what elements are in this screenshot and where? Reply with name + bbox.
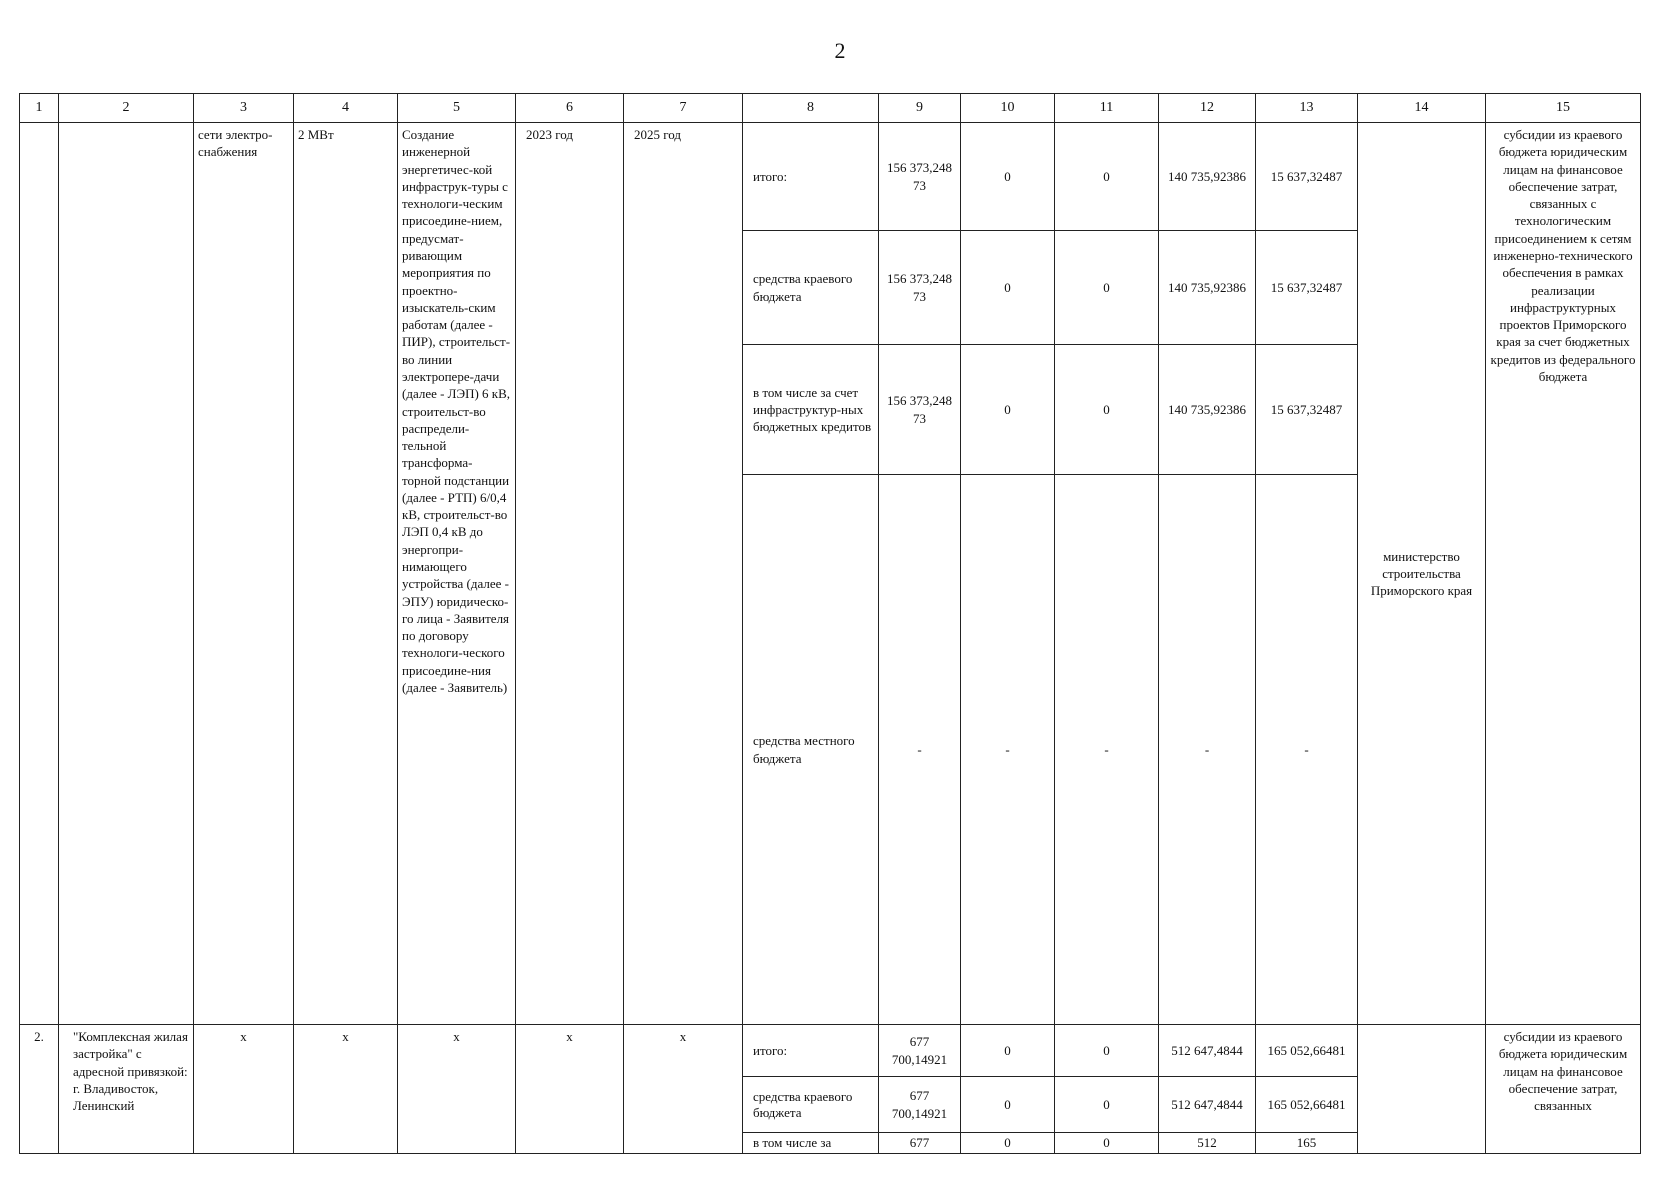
- row1-value-col13: -: [1256, 475, 1358, 1025]
- row2-value-col11: 0: [1055, 1077, 1159, 1133]
- header-cell-7: 7: [624, 94, 743, 123]
- row1-value-col13: 15 637,32487: [1256, 345, 1358, 475]
- row2-col6-mark: x: [516, 1025, 624, 1154]
- row2-value-col12: 512: [1159, 1133, 1256, 1154]
- row2-source-label: в том числе за: [743, 1133, 879, 1154]
- row1-value-col10: 0: [961, 123, 1055, 231]
- header-cell-13: 13: [1256, 94, 1358, 123]
- row2-value-col11: 0: [1055, 1025, 1159, 1077]
- row1-value-col11: -: [1055, 475, 1159, 1025]
- row1-source-label: средства краевого бюджета: [743, 231, 879, 345]
- row2-value-col9: 677: [879, 1133, 961, 1154]
- row1-source-label: средства местного бюджета: [743, 475, 879, 1025]
- row1-object-type: сети электро-снабжения: [194, 123, 294, 1025]
- header-cell-15: 15: [1486, 94, 1641, 123]
- program-table: [19, 93, 1641, 1154]
- row1-source-label: в том числе за счет инфраструктур-ных бюджетных кредитов: [743, 345, 879, 475]
- row2-source-label: средства краевого бюджета: [743, 1077, 879, 1133]
- row2-value-col11: 0: [1055, 1133, 1159, 1154]
- row2-col4-mark: x: [294, 1025, 398, 1154]
- row2-name: "Комплексная жилая застройка" с адресной привязкой: г. Владивосток, Ленинский: [59, 1025, 194, 1154]
- row1-value-col12: 140 735,92386: [1159, 345, 1256, 475]
- row1-value-col11: 0: [1055, 231, 1159, 345]
- header-cell-11: 11: [1055, 94, 1159, 123]
- row2-value-col9: 677 700,14921: [879, 1077, 961, 1133]
- row1-value-col11: 0: [1055, 123, 1159, 231]
- row2-value-col12: 512 647,4844: [1159, 1077, 1256, 1133]
- row2-value-col10: 0: [961, 1077, 1055, 1133]
- row1-responsible: министерство строительства Приморского края: [1358, 123, 1486, 1025]
- row1-start-year: 2023 год: [516, 123, 624, 1025]
- header-cell-3: 3: [194, 94, 294, 123]
- row2-value-col10: 0: [961, 1133, 1055, 1154]
- row1-value-col10: 0: [961, 345, 1055, 475]
- row1-name-cell: [59, 123, 194, 1025]
- row1-value-col12: -: [1159, 475, 1256, 1025]
- row2-col3-mark: x: [194, 1025, 294, 1154]
- row1-source-label: итого:: [743, 123, 879, 231]
- row1-value-col11: 0: [1055, 345, 1159, 475]
- row2-funding-purpose: субсидии из краевого бюджета юридическим лицам на финансовое обеспечение затрат, связанных: [1486, 1025, 1641, 1154]
- table-row: [20, 123, 1641, 231]
- row2-value-col9: 677 700,14921: [879, 1025, 961, 1077]
- row2-col7-mark: x: [624, 1025, 743, 1154]
- row1-end-year: 2025 год: [624, 123, 743, 1025]
- row1-value-col10: -: [961, 475, 1055, 1025]
- row1-value-col13: 15 637,32487: [1256, 123, 1358, 231]
- row2-value-col13: 165: [1256, 1133, 1358, 1154]
- header-cell-9: 9: [879, 94, 961, 123]
- row2-value-col13: 165 052,66481: [1256, 1077, 1358, 1133]
- header-cell-6: 6: [516, 94, 624, 123]
- header-cell-14: 14: [1358, 94, 1486, 123]
- row1-capacity: 2 МВт: [294, 123, 398, 1025]
- header-cell-2: 2: [59, 94, 194, 123]
- row1-number-cell: [20, 123, 59, 1025]
- header-cell-4: 4: [294, 94, 398, 123]
- row1-value-col9: -: [879, 475, 961, 1025]
- header-cell-8: 8: [743, 94, 879, 123]
- row1-value-col9: 156 373,248 73: [879, 231, 961, 345]
- table-row: [20, 1025, 1641, 1077]
- row1-value-col10: 0: [961, 231, 1055, 345]
- row2-source-label: итого:: [743, 1025, 879, 1077]
- row1-value-col9: 156 373,248 73: [879, 123, 961, 231]
- row2-number: 2.: [20, 1025, 59, 1154]
- row2-value-col12: 512 647,4844: [1159, 1025, 1256, 1077]
- row1-description: Создание инженерной энергетичес-кой инфраструк-туры с технологи-ческим присоедине-нием, предусмат-ривающим мероприятия по проектно-изыскатель-ским работам (далее - ПИР), строительст-во линии электропере-дачи (далее - ЛЭП) 6 кВ, строительст-во распредели-тельной трансформа-торной подстанции (далее - РТП) 6/0,4 кВ, строительст-во ЛЭП 0,4 кВ до энергопри-нимающего устройства (далее - ЭПУ) юридическо-го лица - Заявителя по договору технологи-ческого присоедине-ния (далее - Заявитель): [398, 123, 516, 1025]
- row2-value-col10: 0: [961, 1025, 1055, 1077]
- header-cell-1: 1: [20, 94, 59, 123]
- row1-value-col13: 15 637,32487: [1256, 231, 1358, 345]
- page-number: 2: [834, 38, 846, 63]
- row2-responsible: [1358, 1025, 1486, 1154]
- header-cell-12: 12: [1159, 94, 1256, 123]
- header-row: [20, 94, 1641, 123]
- row1-funding-purpose: субсидии из краевого бюджета юридическим лицам на финансовое обеспечение затрат, связанных с технологическим присоединением к сетям инженерно-технического обеспечения в рамках реализации инфраструктурных проектов Приморского края за счет бюджетных кредитов из федерального бюджета: [1486, 123, 1641, 1025]
- header-cell-10: 10: [961, 94, 1055, 123]
- row2-col5-mark: x: [398, 1025, 516, 1154]
- row1-value-col12: 140 735,92386: [1159, 123, 1256, 231]
- row1-value-col12: 140 735,92386: [1159, 231, 1256, 345]
- row2-value-col13: 165 052,66481: [1256, 1025, 1358, 1077]
- row1-value-col9: 156 373,248 73: [879, 345, 961, 475]
- header-cell-5: 5: [398, 94, 516, 123]
